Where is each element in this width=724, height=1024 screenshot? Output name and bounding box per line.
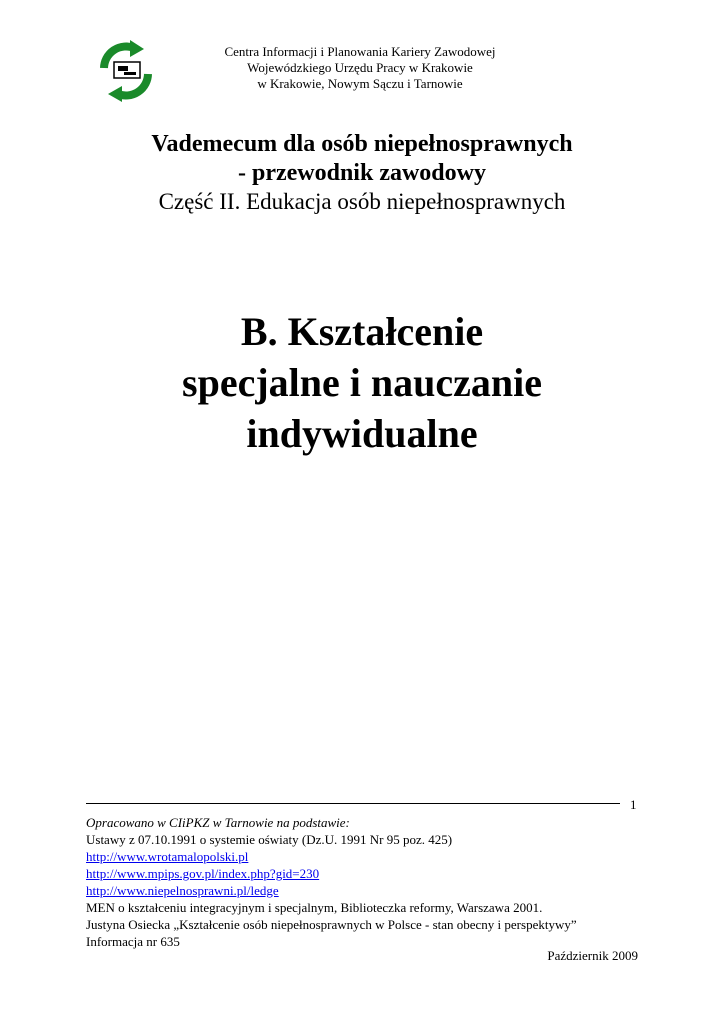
- header-line: Centra Informacji i Planowania Kariery Zawodowej: [224, 44, 496, 59]
- section-title-line: indywidualne: [246, 411, 478, 456]
- sources-footnote: [86, 814, 656, 950]
- header-organization: [170, 44, 550, 92]
- page-number: 1: [630, 797, 637, 812]
- source-reference: MEN o kształceniu integracyjnym i specjalnym, Biblioteczka reformy, Warszawa 2001.: [86, 900, 543, 915]
- header-line: w Krakowie, Nowym Sączu i Tarnowie: [257, 76, 463, 91]
- source-link[interactable]: http://www.wrotamalopolski.pl: [86, 849, 249, 864]
- header-line: Wojewódzkiego Urzędu Pracy w Krakowie: [247, 60, 473, 75]
- section-title-line: B. Kształcenie: [240, 309, 484, 354]
- document-subtitle: Część II. Edukacja osób niepełnosprawnych: [158, 189, 566, 214]
- document-title-continued: - przewodnik zawodowy: [237, 160, 486, 186]
- document-title-block: [0, 130, 724, 216]
- section-title-line: specjalne i nauczanie: [182, 360, 542, 405]
- document-title: Vademecum dla osób niepełnosprawnych: [151, 131, 573, 157]
- source-link[interactable]: http://www.niepelnosprawni.pl/ledge: [86, 883, 279, 898]
- source-reference: Justyna Osiecka „Kształcenie osób niepełnosprawnych w Polsce - stan obecny i perspektywy”: [86, 917, 577, 932]
- source-law: Ustawy z 07.10.1991 o systemie oświaty (Dz.U. 1991 Nr 95 poz. 425): [86, 832, 453, 847]
- publication-date: Październik 2009: [547, 948, 638, 963]
- logo-icon: [90, 40, 162, 102]
- source-link[interactable]: http://www.mpips.gov.pl/index.php?gid=230: [86, 866, 320, 881]
- sources-intro: Opracowano w CIiPKZ w Tarnowie na podstawie:: [86, 815, 350, 830]
- source-info: Informacja nr 635: [86, 934, 180, 949]
- footnote-divider: [86, 803, 620, 804]
- section-title: [0, 306, 724, 459]
